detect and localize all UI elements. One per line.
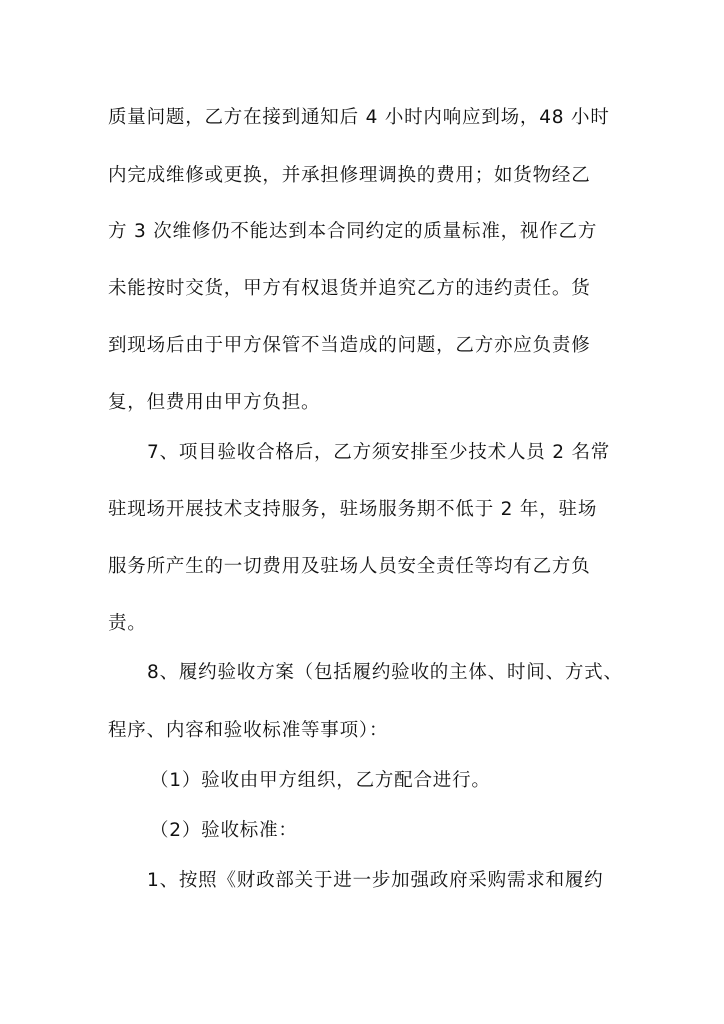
text-line: 方 3 次维修仍不能达到本合同约定的质量标准，视作乙方 [108, 221, 598, 242]
text-line: 复，但费用由甲方负担。 [108, 392, 321, 413]
list-item-1: （1）验收由甲方组织，乙方配合进行。 [150, 770, 491, 791]
text-line: 服务所产生的一切费用及驻场人员安全责任等均有乙方负 [108, 556, 591, 577]
text-line: 责。 [108, 613, 147, 634]
list-item-2: （2）验收标准： [150, 820, 298, 841]
text-line: 驻现场开展技术支持服务，驻场服务期不低于 2 年，驻场 [108, 499, 598, 520]
text-line: 质量问题，乙方在接到通知后 4 小时内响应到场，48 小时 [108, 107, 610, 128]
paragraph-8-start: 8、履约验收方案（包括履约验收的主体、时间、方式、 [147, 662, 623, 683]
text-line: 内完成维修或更换，并承担修理调换的费用；如货物经乙 [108, 165, 591, 186]
text-line: 未能按时交货，甲方有权退货并追究乙方的违约责任。货 [108, 278, 591, 299]
text-line: 到现场后由于甲方保管不当造成的问题，乙方亦应负责修 [108, 335, 591, 356]
paragraph-7-start: 7、项目验收合格后，乙方须安排至少技术人员 2 名常 [147, 442, 611, 463]
sub-item-1: 1、按照《财政部关于进一步加强政府采购需求和履约 [147, 870, 604, 891]
text-line: 程序、内容和验收标准等事项）： [108, 720, 389, 741]
